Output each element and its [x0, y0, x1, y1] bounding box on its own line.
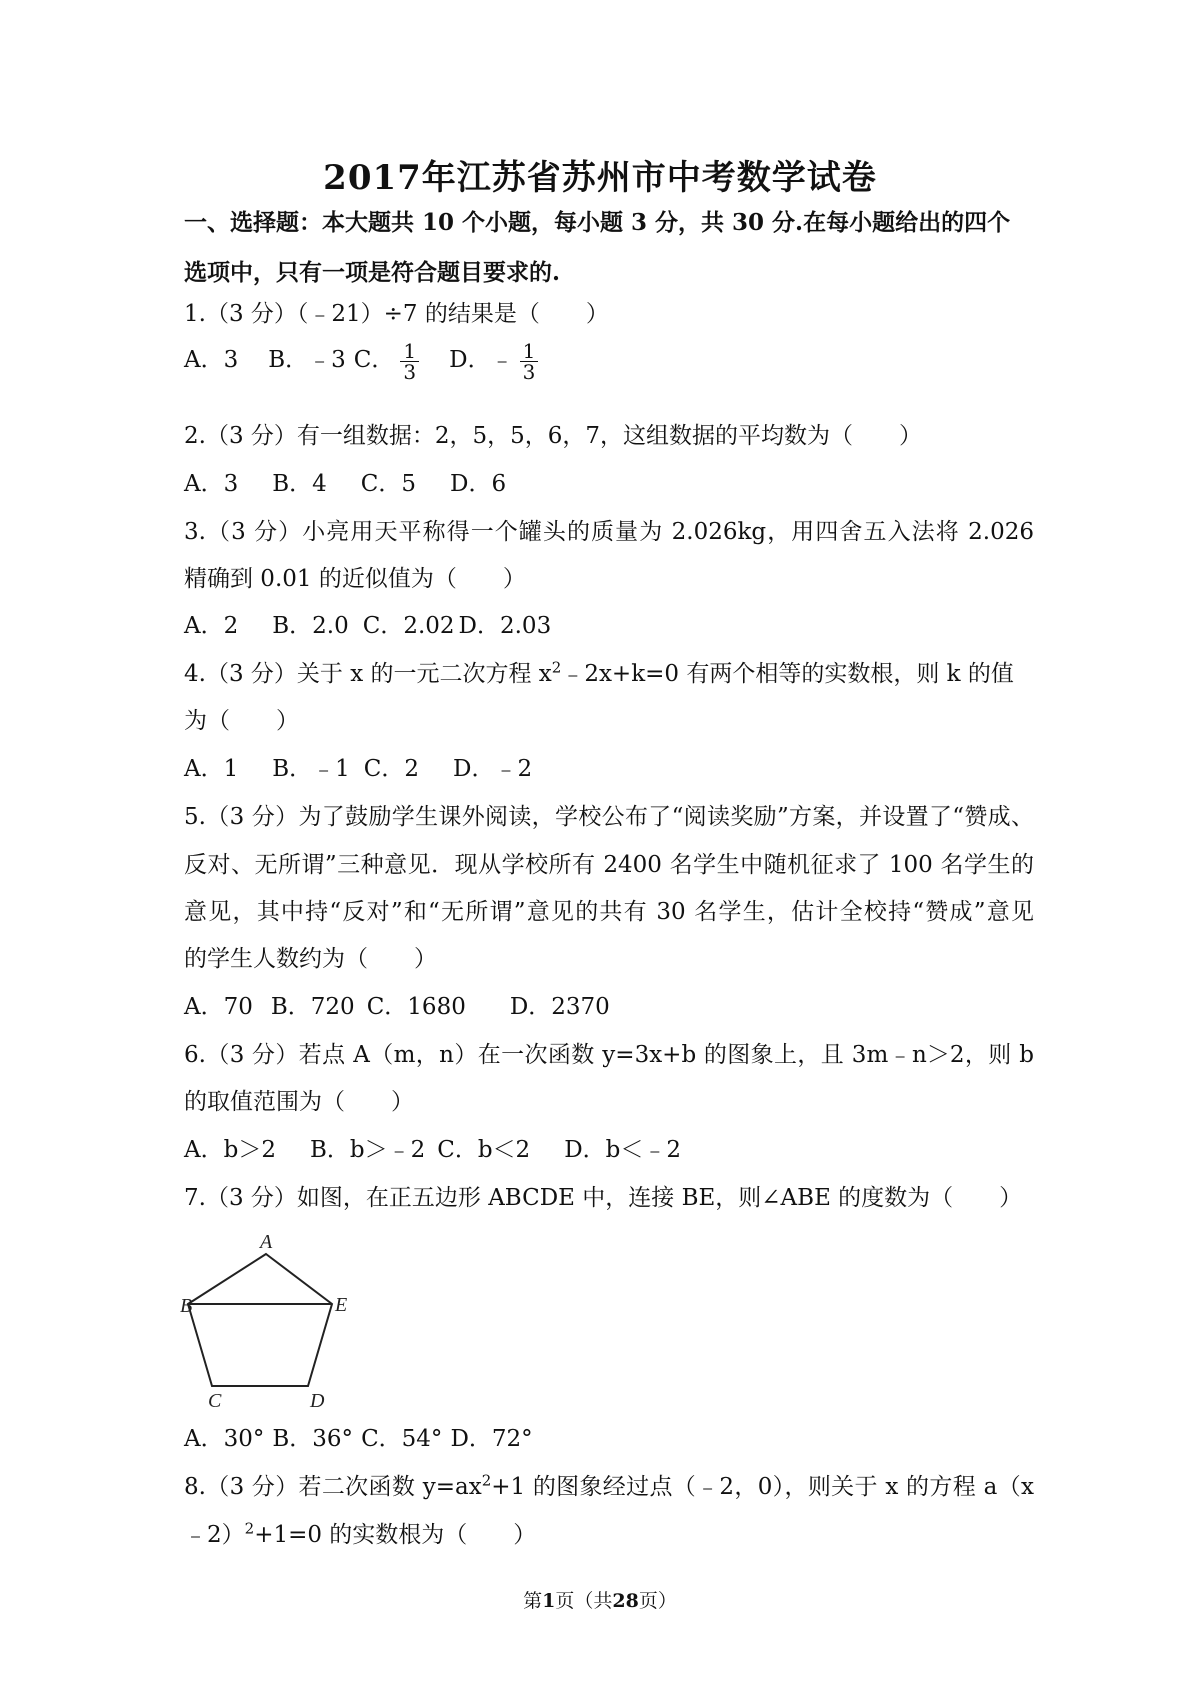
q4-option-a: A．1 — [184, 756, 239, 782]
q1-option-d-denominator: 3 — [522, 359, 536, 384]
q3-options — [184, 606, 1034, 646]
vertex-label-e: E — [335, 1294, 348, 1316]
q5-option-c: C．1680 — [366, 994, 466, 1020]
q3-option-d: D．2.03 — [458, 613, 552, 639]
q6-option-a: A．b＞2 — [184, 1137, 276, 1163]
q3-line2: 精确到 0.01 的近似值为（ ） — [184, 566, 526, 592]
vertex-label-b: B — [180, 1295, 193, 1317]
q5-line1: 5.（3 分）为了鼓励学生课外阅读，学校公布了“阅读奖励”方案，并设置了“赞成、 — [184, 804, 1034, 830]
q1-option-c-denominator: 3 — [403, 359, 417, 384]
q2-stem: 2.（3 分）有一组数据：2，5，5，6，7，这组数据的平均数为（ ） — [184, 423, 923, 449]
footer-middle: 页（共 — [555, 1590, 613, 1612]
q4-line1-b: ﹣2x+k=0 有两个相等的实数根，则 k 的值 — [561, 661, 1014, 687]
q7-option-d: D．72° — [450, 1426, 533, 1452]
q8-line2-b: +1=0 的实数根为（ ） — [254, 1522, 537, 1548]
q4-option-c: C．2 — [363, 756, 420, 782]
q4-line1-exponent: 2 — [551, 658, 562, 677]
q7-option-a: A．30° — [184, 1426, 265, 1452]
q1-option-a: A．3 — [184, 347, 239, 373]
footer-total-pages: 28 — [612, 1590, 639, 1612]
q5-option-a: A．70 — [184, 994, 253, 1020]
q3-line1: 3.（3 分）小亮用天平称得一个罐头的质量为 2.026kg，用四舍五入法将 2.026 — [184, 519, 1034, 545]
q4-line2: 为（ ） — [184, 708, 299, 734]
q1-option-d-prefix: D． — [449, 347, 491, 373]
q6-option-c: C．b＜2 — [437, 1137, 531, 1163]
vertex-label-d: D — [310, 1390, 325, 1412]
page-footer — [0, 1586, 1200, 1613]
q7-option-b: B．36° — [272, 1426, 354, 1452]
q4-line1-a: 4.（3 分）关于 x 的一元二次方程 x — [184, 661, 552, 687]
q5-line4: 的学生人数约为（ ） — [184, 946, 437, 972]
q8-line2 — [184, 1515, 1034, 1555]
pentagon-abcde — [188, 1254, 332, 1386]
q8-line1 — [184, 1467, 1034, 1507]
section-heading-line2: 选项中，只有一项是符合题目要求的. — [184, 259, 561, 286]
page-title: 2017年江苏省苏州市中考数学试卷 — [323, 158, 877, 198]
q8-line2-exponent: 2 — [244, 1519, 255, 1538]
q1-option-c-numerator: 1 — [400, 341, 419, 362]
q4-option-b: B．﹣1 — [272, 756, 350, 782]
q2-option-b: B．4 — [272, 471, 327, 497]
q1-option-d-fraction — [520, 338, 539, 384]
q5-options — [184, 987, 1034, 1027]
vertex-label-a: A — [260, 1232, 273, 1253]
q1-options — [184, 334, 1034, 386]
q8-line2-a: ﹣2） — [184, 1522, 245, 1548]
q2-option-d: D．6 — [450, 471, 507, 497]
footer-prefix: 第 — [523, 1590, 543, 1612]
q7-stem: 7.（3 分）如图，在正五边形 ABCDE 中，连接 BE，则∠ABE 的度数为（ ） — [184, 1185, 1023, 1211]
q1-option-b: B．﹣3 — [268, 347, 346, 373]
q6-option-b: B．b＞﹣2 — [309, 1137, 426, 1163]
q2-option-a: A．3 — [184, 471, 239, 497]
q8-line1-a: 8.（3 分）若二次函数 y=ax — [184, 1474, 482, 1500]
q8-line1-b: +1 的图象经过点（﹣2，0），则关于 x 的方程 a（x — [491, 1474, 1034, 1500]
q1-option-c-prefix: C． — [353, 347, 395, 373]
q5-line3: 意见，其中持“反对”和“无所谓”意见的共有 30 名学生，估计全校持“赞成”意见 — [184, 899, 1034, 925]
section-heading-line1: 一、选择题：本大题共 10 个小题，每小题 3 分，共 30 分.在每小题给出的四个 — [184, 209, 1011, 236]
q2-options — [184, 464, 1034, 504]
q1-stem: 1.（3 分）（﹣21）÷7 的结果是（ ） — [184, 301, 609, 327]
q3-option-c: C．2.02 — [362, 613, 455, 639]
q7-options — [184, 1419, 1034, 1459]
q5-option-d: D．2370 — [509, 994, 610, 1020]
q6-line2: 的取值范围为（ ） — [184, 1089, 414, 1115]
vertex-label-c: C — [208, 1390, 222, 1412]
q6-options — [184, 1130, 1034, 1170]
q8-line1-exponent: 2 — [481, 1471, 492, 1490]
q5-option-b: B．720 — [270, 994, 355, 1020]
q6-line1: 6.（3 分）若点 A（m，n）在一次函数 y=3x+b 的图象上，且 3m﹣n＞2，则 b — [184, 1042, 1034, 1068]
footer-page-number: 1 — [542, 1590, 556, 1612]
q1-option-c-fraction — [400, 338, 419, 384]
q3-option-b: B．2.0 — [272, 613, 349, 639]
pentagon-figure — [180, 1232, 360, 1412]
q1-option-d-sign: ﹣ — [490, 347, 514, 373]
q2-option-c: C．5 — [360, 471, 417, 497]
q6-option-d: D．b＜﹣2 — [564, 1137, 681, 1163]
q4-option-d: D．﹣2 — [453, 756, 533, 782]
q4-options — [184, 749, 1034, 789]
footer-suffix: 页） — [638, 1590, 677, 1612]
q3-option-a: A．2 — [184, 613, 239, 639]
q5-line2: 反对、无所谓”三种意见．现从学校所有 2400 名学生中随机征求了 100 名学生的 — [184, 852, 1034, 878]
q7-option-c: C．54° — [361, 1426, 443, 1452]
q4-line1 — [184, 654, 1034, 694]
q1-option-d-numerator: 1 — [520, 341, 539, 362]
